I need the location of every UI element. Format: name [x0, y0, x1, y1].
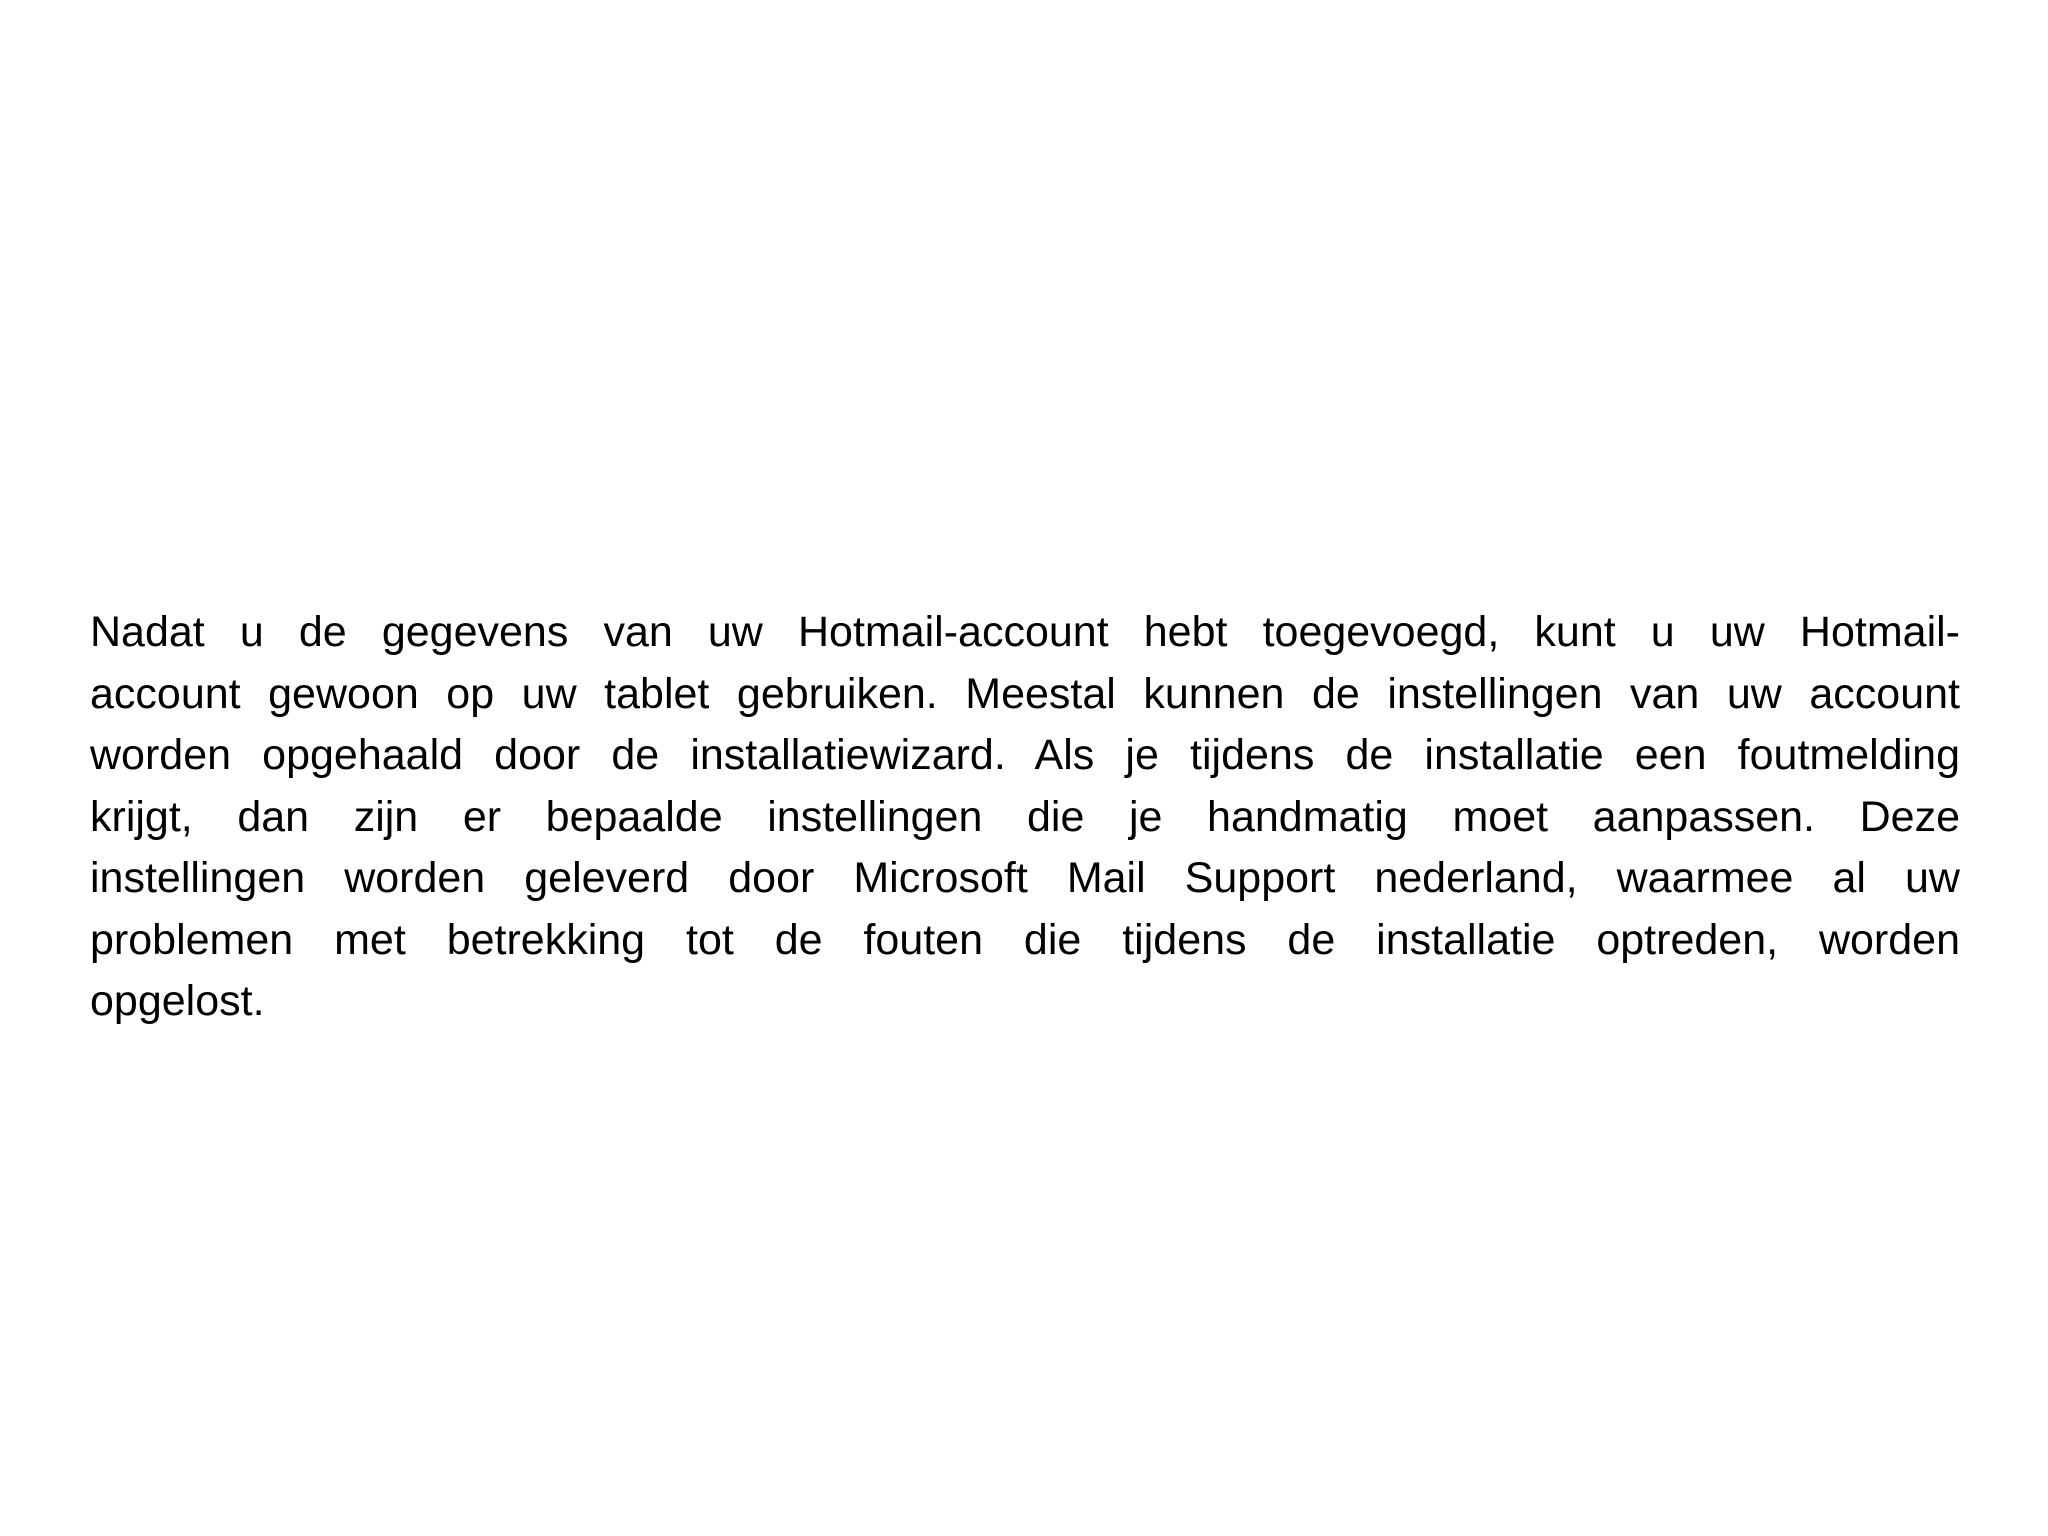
- body-paragraph: [90, 602, 1960, 1033]
- paragraph-line: account gewoon op uw tablet gebruiken. Meestal kunnen de instellingen van uw account: [90, 669, 1960, 718]
- paragraph-line: worden opgehaald door de installatiewizard. Als je tijdens de installatie een foutmelding: [90, 731, 1960, 779]
- paragraph-line: Nadat u de gegevens van uw Hotmail-account hebt toegevoegd, kunt u uw Hotmail-: [90, 608, 1960, 656]
- paragraph-line: opgelost.: [90, 977, 265, 1025]
- paragraph-line: instellingen worden geleverd door Microsoft Mail Support nederland, waarmee al uw: [90, 854, 1960, 902]
- paragraph-line: krijgt, dan zijn er bepaalde instellingen die je handmatig moet aanpassen. Deze: [90, 792, 1960, 841]
- paragraph-line: problemen met betrekking tot de fouten die tijdens de installatie optreden, worden: [90, 915, 1960, 964]
